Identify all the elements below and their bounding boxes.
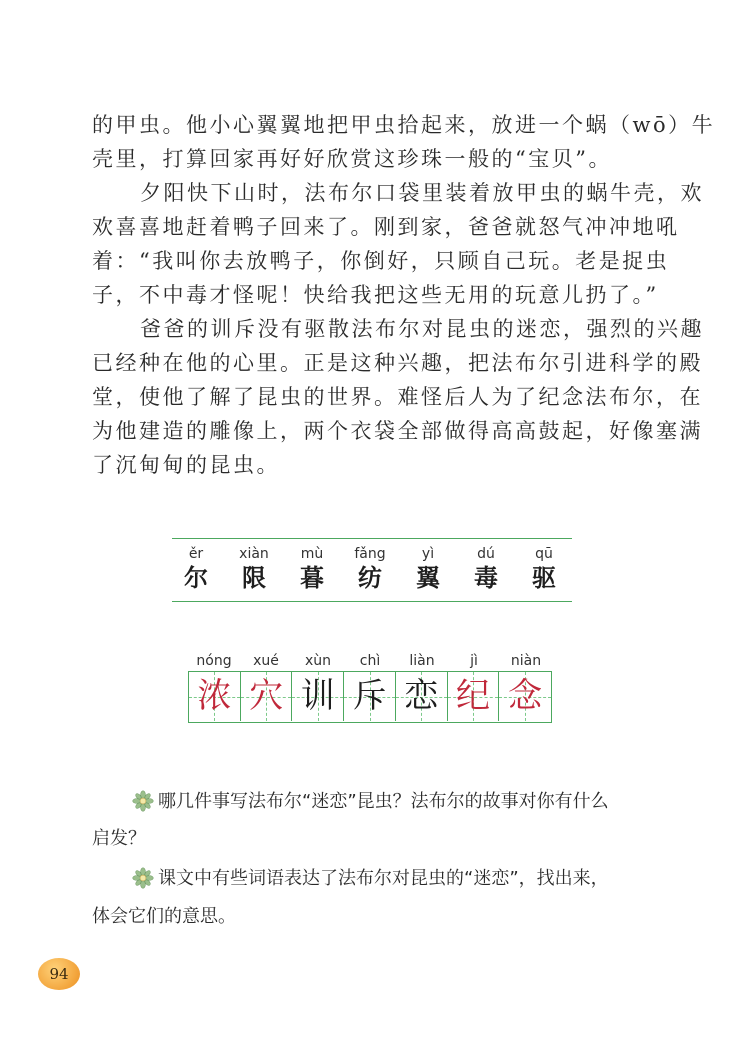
paragraph-1 — [92, 108, 716, 176]
writing-grid — [188, 671, 552, 723]
read-char: 驱 — [532, 563, 556, 592]
write-pinyin-row — [188, 652, 552, 670]
read-char-pinyin: dú — [477, 546, 495, 562]
grid-cell — [292, 672, 344, 721]
grid-cell — [448, 672, 500, 721]
write-char-pinyin: jì — [470, 653, 478, 669]
read-char-item — [458, 539, 514, 593]
question-text: 体会它们的意思。 — [92, 906, 236, 927]
read-char: 限 — [242, 563, 266, 592]
write-char-pinyin: xùn — [304, 653, 332, 669]
question-text: 启发？ — [92, 828, 146, 849]
text-line: 子，不中毒才怪呢！快给我把这些无用的玩意儿扔了。” — [92, 283, 659, 307]
grid-cell — [241, 672, 293, 721]
write-char: 念 — [508, 676, 543, 716]
question-2 — [92, 864, 662, 894]
write-char-pinyin: liàn — [409, 653, 435, 669]
read-char-item — [342, 539, 398, 593]
grid-cell — [396, 672, 448, 721]
read-char-item — [516, 539, 572, 593]
text-line: 了沉甸甸的昆虫。 — [92, 453, 280, 477]
question-text: 课文中有些词语表达了法布尔对昆虫的“迷恋”，找出来， — [158, 868, 609, 889]
read-char: 尔 — [184, 563, 208, 592]
read-char-pinyin: yì — [421, 546, 435, 562]
question-text: 哪几件事写法布尔“迷恋”昆虫？法布尔的故事对你有什么 — [158, 791, 609, 812]
write-char: 训 — [300, 676, 335, 716]
write-char-pinyin: niàn — [510, 653, 542, 669]
read-char-pinyin: ěr — [188, 546, 204, 562]
flower-icon — [132, 790, 154, 812]
read-char-pinyin: mù — [300, 546, 324, 562]
read-char-item — [226, 539, 282, 593]
write-char-pinyin: nóng — [196, 653, 232, 669]
write-char: 斥 — [352, 676, 387, 716]
flower-icon — [132, 867, 154, 889]
write-char-pinyin: xué — [253, 653, 279, 669]
text-line: 夕阳快下山时，法布尔口袋里装着放甲虫的蜗牛壳，欢 — [140, 181, 704, 205]
read-characters-box — [172, 538, 572, 602]
grid-cell — [189, 672, 241, 721]
text-line: 壳里，打算回家再好好欣赏这珍珠一般的“宝贝”。 — [92, 147, 612, 171]
read-char-pinyin: qū — [535, 546, 553, 562]
text-line: 已经种在他的心里。正是这种兴趣，把法布尔引进科学的殿 — [92, 351, 703, 375]
read-char-pinyin: fǎng — [354, 546, 386, 562]
paragraph-2 — [92, 176, 704, 312]
write-char: 穴 — [249, 676, 284, 716]
write-char: 恋 — [404, 676, 439, 716]
page-number: 94 — [38, 958, 80, 990]
paragraph-3 — [92, 312, 704, 482]
question-1 — [92, 787, 662, 817]
grid-cell — [344, 672, 396, 721]
write-char: 纪 — [455, 676, 490, 716]
read-char-item — [168, 539, 224, 593]
question-2-continued — [92, 902, 662, 932]
text-line: 欢喜喜地赶着鸭子回来了。刚到家，爸爸就怒气冲冲地吼 — [92, 215, 680, 239]
read-char: 毒 — [474, 563, 498, 592]
read-char-item — [284, 539, 340, 593]
read-char: 纺 — [358, 563, 382, 592]
text-line: 爸爸的训斥没有驱散法布尔对昆虫的迷恋，强烈的兴趣 — [140, 317, 704, 341]
text-line: 堂，使他了解了昆虫的世界。难怪后人为了纪念法布尔，在 — [92, 385, 703, 409]
read-char-item — [400, 539, 456, 593]
text-line: 着：“我叫你去放鸭子，你倒好，只顾自己玩。老是捉虫 — [92, 249, 670, 273]
read-char: 翼 — [416, 563, 440, 592]
question-1-continued — [92, 824, 662, 854]
text-line: 为他建造的雕像上，两个衣袋全部做得高高鼓起，好像塞满 — [92, 419, 703, 443]
read-char-pinyin: xiàn — [239, 546, 269, 562]
grid-cell — [499, 672, 551, 721]
write-char-pinyin: chì — [359, 653, 381, 669]
read-char: 暮 — [300, 563, 324, 592]
text-line: 的甲虫。他小心翼翼地把甲虫拾起来，放进一个蜗（wō）牛 — [92, 113, 716, 137]
write-char: 浓 — [197, 676, 232, 716]
